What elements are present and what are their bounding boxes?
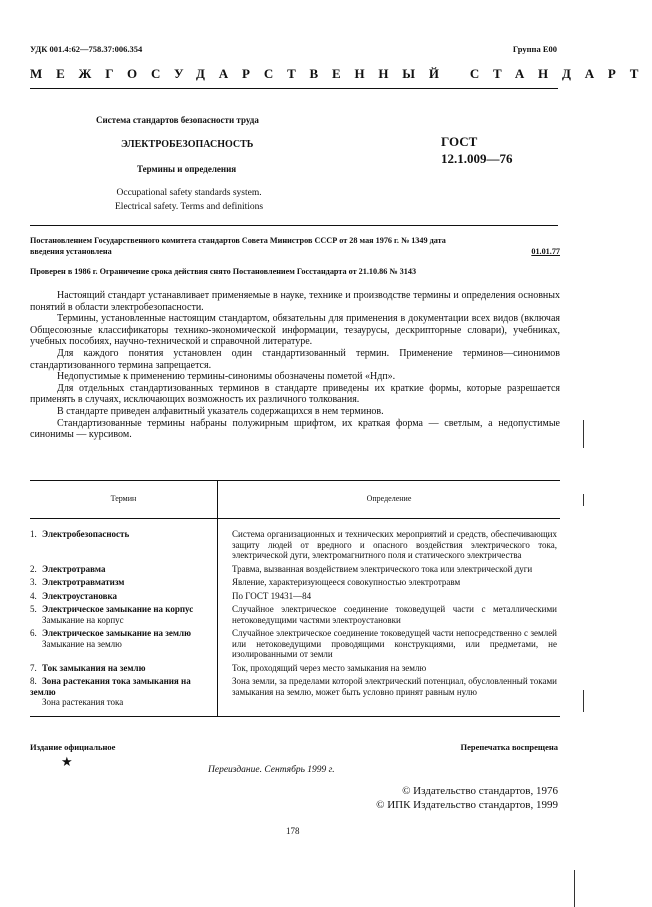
table-row: [30, 576, 560, 590]
term-name: Электробезопасность: [42, 529, 130, 539]
english-title: [115, 187, 263, 214]
group-code: Группа Е00: [512, 44, 557, 54]
star-mark: ★: [61, 754, 73, 769]
english-title-line1: Occupational safety standards system.: [116, 188, 262, 198]
intro-paragraph: Недопустимые к применению термины-синонимы обозначены пометой «Ндп».: [57, 371, 396, 383]
udk-code: УДК 001.4:62—758.37:006.354: [30, 44, 143, 54]
scan-mark: [583, 420, 584, 448]
term-short-form: Замыкание на землю: [42, 638, 122, 649]
term-name: Электротравматизм: [42, 577, 125, 587]
column-header-definition: Определение: [218, 481, 561, 519]
definition-cell: Травма, вызванная воздействием электрического тока или электрической дуги: [232, 563, 533, 574]
scan-mark: [574, 870, 575, 907]
term-number: 5.: [30, 604, 37, 614]
term-cell: [30, 519, 218, 563]
copyright-block: [376, 784, 558, 812]
intro-paragraph: Для каждого понятия установлен один стандартизованный термин. Применение терминов—синонимов стандартизованного термина запрещается.: [30, 347, 560, 371]
decree-line1: Постановлением Государственного комитета стандартов Совета Министров СССР от 28 мая 1976 г. № 1349 дата: [30, 236, 446, 245]
term-cell: [30, 675, 218, 716]
term-name: Электрическое замыкание на землю: [42, 628, 191, 638]
term-cell: [30, 662, 218, 676]
definition-cell: Случайное электрическое соединение токоведущей части непосредственно с землей или нетоковедущими проводящими конструкциями, или предметами, не изолированными от земли: [232, 628, 557, 659]
page-number: 178: [286, 826, 300, 836]
document-subtitle: Термины и определения: [137, 164, 237, 174]
header-rule: [30, 88, 558, 89]
official-edition: Издание официальное: [30, 742, 116, 752]
definition-cell: Зона земли, за пределами которой электрический потенциал, обусловленный токами замыкания на землю, может быть условно принят равным нулю: [218, 675, 561, 716]
table-row: [30, 603, 560, 627]
term-number: 1.: [30, 529, 37, 539]
term-cell: [30, 603, 218, 627]
term-number: 7.: [30, 662, 37, 673]
title-rule: [30, 225, 558, 226]
copyright-line: © Издательство стандартов, 1976: [402, 785, 558, 797]
table-row: [30, 519, 560, 563]
term-name: Электротравма: [42, 563, 106, 574]
scan-mark: [583, 494, 584, 506]
term-cell: [30, 627, 218, 662]
document-title: ЭЛЕКТРОБЕЗОПАСНОСТЬ: [121, 139, 254, 150]
term-number: 4.: [30, 590, 37, 601]
table-row: [30, 627, 560, 662]
definition-cell: Явление, характеризующееся совокупностью электротравм: [232, 577, 461, 587]
decree-block: [30, 235, 560, 277]
table-row: [30, 662, 560, 676]
term-name: Электрическое замыкание на корпус: [42, 604, 194, 614]
term-number: 8.: [30, 676, 37, 686]
intro-paragraph: В стандарте приведен алфавитный указатель содержащихся в нем терминов.: [57, 405, 384, 417]
definition-cell: Система организационных и технических мероприятий и средств, обеспечивающих защиту людей от вредного и опасного воздействия электрического тока, электрической дуги, электромагнитного поля и статического электричества: [232, 529, 557, 560]
intro-text: [30, 290, 560, 441]
term-short-form: Зона растекания тока: [42, 697, 124, 707]
reprint-prohibited: Перепечатка воспрещена: [460, 742, 558, 752]
standard-banner: МЕЖГОСУДАРСТВЕННЫЙ СТАНДАРТ: [30, 66, 652, 81]
intro-paragraph: Стандартизованные термины набраны полужирным шрифтом, их краткая форма — светлым, а недопустимые синонимы — курсивом.: [30, 417, 560, 441]
term-name: Ток замыкания на землю: [42, 662, 146, 673]
term-number: 3.: [30, 577, 37, 587]
decree-effective-date: 01.01.77: [531, 247, 560, 256]
english-title-line2: Electrical safety. Terms and definitions: [115, 201, 264, 212]
decree-effective-label: введения установлена: [30, 247, 112, 256]
gost-designation: [441, 133, 513, 167]
term-cell: [30, 590, 218, 604]
term-short-form: Замыкание на корпус: [42, 614, 124, 625]
term-name: Зона растекания тока замыкания на землю: [30, 676, 191, 697]
intro-paragraph: Термины, установленные настоящим стандартом, обязательны для применения в документации всех видов (включая Общесоюзные классификаторы технико-экономической информации, тезаурусы, дескрипторные словари), учебниках, учебных пособиях, научно-технической и справочной литературе.: [30, 313, 560, 348]
standards-system: Система стандартов безопасности труда: [96, 115, 259, 125]
terms-table: [30, 480, 560, 717]
scan-mark: [583, 690, 584, 712]
table-row: [30, 563, 560, 577]
column-header-term: Термин: [30, 481, 218, 519]
gost-number: 12.1.009—76: [441, 151, 513, 166]
table-row: [30, 675, 560, 716]
definition-cell: Ток, проходящий через место замыкания на землю: [232, 662, 427, 673]
copyright-line: © ИПК Издательство стандартов, 1999: [376, 799, 558, 811]
intro-paragraph: Настоящий стандарт устанавливает применяемые в науке, технике и производстве термины и определения основных понятий в области электробезопасности.: [30, 290, 560, 313]
term-number: 2.: [30, 563, 37, 574]
gost-label: ГОСТ: [441, 134, 478, 149]
table-row: [30, 590, 560, 604]
definition-cell: Случайное электрическое соединение токоведущей части с металлическими нетоковедущими частями электроустановки: [232, 604, 557, 625]
definition-cell: По ГОСТ 19431—84: [232, 590, 312, 601]
term-cell: [30, 576, 218, 590]
term-name: Электроустановка: [42, 590, 118, 601]
decree-checked: Проверен в 1986 г. Ограничение срока действия снято Постановлением Госстандарта от 21.10.86 № 3143: [30, 267, 417, 276]
reissue-note: Переиздание. Сентябрь 1999 г.: [208, 765, 335, 775]
intro-paragraph: Для отдельных стандартизованных терминов в стандарте приведены их краткие формы, которые разрешается применять в случаях, исключающих возможность их различного толкования.: [30, 382, 560, 406]
term-cell: [30, 563, 218, 577]
term-number: 6.: [30, 628, 37, 638]
